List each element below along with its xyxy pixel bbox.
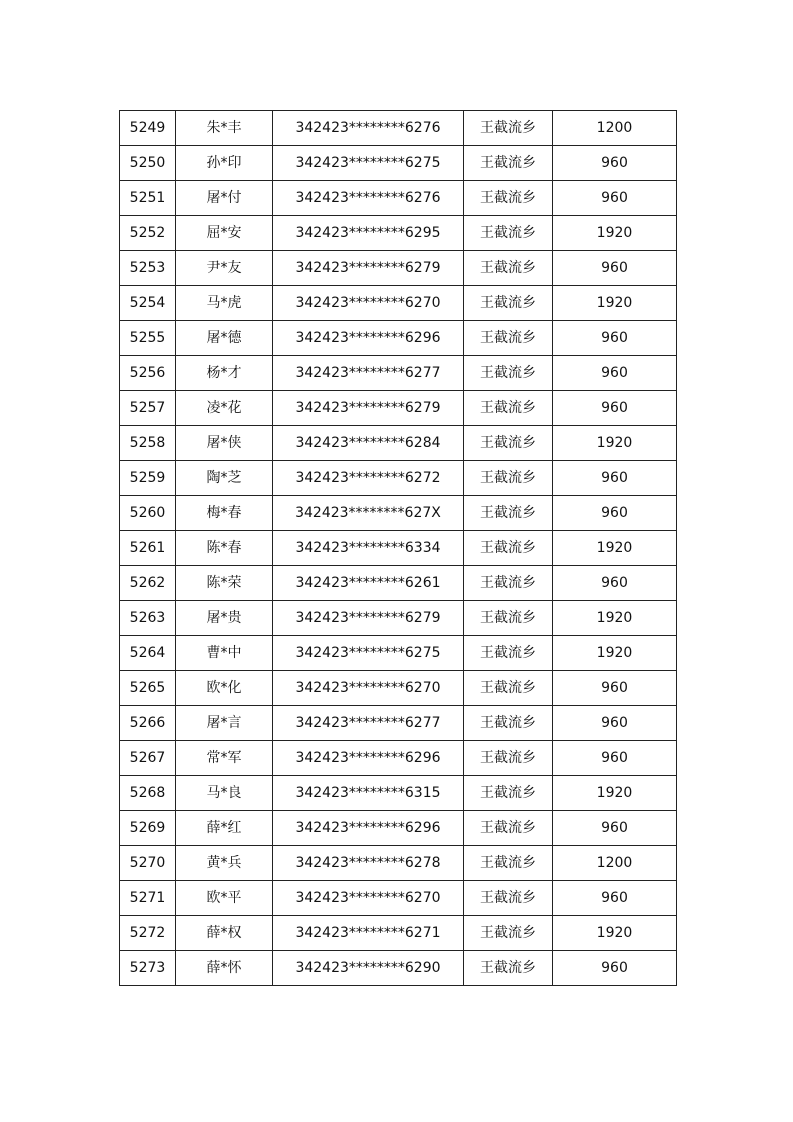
- table-row: [120, 111, 677, 146]
- township-cell: 王截流乡: [464, 566, 553, 601]
- amount-cell: 960: [553, 496, 677, 531]
- id-number-cell: 342423********6276: [273, 111, 464, 146]
- amount-cell: 1920: [553, 426, 677, 461]
- township-cell: 王截流乡: [464, 881, 553, 916]
- id-number-cell: 342423********6275: [273, 146, 464, 181]
- township-cell: 王截流乡: [464, 426, 553, 461]
- id-number-cell: 342423********6277: [273, 356, 464, 391]
- amount-cell: 960: [553, 671, 677, 706]
- table-row: [120, 356, 677, 391]
- table-row: [120, 426, 677, 461]
- amount-cell: 1920: [553, 636, 677, 671]
- township-cell: 王截流乡: [464, 181, 553, 216]
- row-number-cell: 5268: [120, 776, 176, 811]
- row-number-cell: 5260: [120, 496, 176, 531]
- row-number-cell: 5251: [120, 181, 176, 216]
- id-number-cell: 342423********6334: [273, 531, 464, 566]
- township-cell: 王截流乡: [464, 951, 553, 986]
- id-number-cell: 342423********6296: [273, 321, 464, 356]
- row-number-cell: 5267: [120, 741, 176, 776]
- township-cell: 王截流乡: [464, 391, 553, 426]
- amount-cell: 1200: [553, 111, 677, 146]
- township-cell: 王截流乡: [464, 811, 553, 846]
- person-name-cell: 黄*兵: [176, 846, 273, 881]
- amount-cell: 960: [553, 251, 677, 286]
- township-cell: 王截流乡: [464, 496, 553, 531]
- id-number-cell: 342423********6278: [273, 846, 464, 881]
- table-row: [120, 251, 677, 286]
- row-number-cell: 5254: [120, 286, 176, 321]
- township-cell: 王截流乡: [464, 671, 553, 706]
- row-number-cell: 5270: [120, 846, 176, 881]
- person-name-cell: 薛*怀: [176, 951, 273, 986]
- township-cell: 王截流乡: [464, 776, 553, 811]
- amount-cell: 1920: [553, 916, 677, 951]
- township-cell: 王截流乡: [464, 846, 553, 881]
- table-row: [120, 916, 677, 951]
- person-name-cell: 欧*平: [176, 881, 273, 916]
- person-name-cell: 马*虎: [176, 286, 273, 321]
- records-table: [119, 110, 677, 986]
- table-row: [120, 741, 677, 776]
- id-number-cell: 342423********6261: [273, 566, 464, 601]
- table-row: [120, 776, 677, 811]
- amount-cell: 1920: [553, 776, 677, 811]
- amount-cell: 960: [553, 321, 677, 356]
- township-cell: 王截流乡: [464, 216, 553, 251]
- row-number-cell: 5258: [120, 426, 176, 461]
- table-row: [120, 461, 677, 496]
- person-name-cell: 常*军: [176, 741, 273, 776]
- table-row: [120, 566, 677, 601]
- amount-cell: 960: [553, 741, 677, 776]
- row-number-cell: 5257: [120, 391, 176, 426]
- row-number-cell: 5259: [120, 461, 176, 496]
- id-number-cell: 342423********6315: [273, 776, 464, 811]
- id-number-cell: 342423********6272: [273, 461, 464, 496]
- table-row: [120, 146, 677, 181]
- person-name-cell: 凌*花: [176, 391, 273, 426]
- table-row: [120, 951, 677, 986]
- amount-cell: 1920: [553, 216, 677, 251]
- amount-cell: 960: [553, 706, 677, 741]
- id-number-cell: 342423********6296: [273, 741, 464, 776]
- person-name-cell: 陶*芝: [176, 461, 273, 496]
- id-number-cell: 342423********6296: [273, 811, 464, 846]
- township-cell: 王截流乡: [464, 916, 553, 951]
- row-number-cell: 5269: [120, 811, 176, 846]
- row-number-cell: 5272: [120, 916, 176, 951]
- person-name-cell: 陈*荣: [176, 566, 273, 601]
- amount-cell: 960: [553, 391, 677, 426]
- id-number-cell: 342423********6271: [273, 916, 464, 951]
- id-number-cell: 342423********627X: [273, 496, 464, 531]
- person-name-cell: 薛*红: [176, 811, 273, 846]
- table-row: [120, 811, 677, 846]
- person-name-cell: 欧*化: [176, 671, 273, 706]
- township-cell: 王截流乡: [464, 251, 553, 286]
- row-number-cell: 5262: [120, 566, 176, 601]
- id-number-cell: 342423********6279: [273, 601, 464, 636]
- person-name-cell: 屠*侠: [176, 426, 273, 461]
- table-body: [120, 111, 677, 986]
- row-number-cell: 5261: [120, 531, 176, 566]
- amount-cell: 1200: [553, 846, 677, 881]
- township-cell: 王截流乡: [464, 286, 553, 321]
- id-number-cell: 342423********6270: [273, 881, 464, 916]
- row-number-cell: 5249: [120, 111, 176, 146]
- person-name-cell: 屠*德: [176, 321, 273, 356]
- id-number-cell: 342423********6275: [273, 636, 464, 671]
- id-number-cell: 342423********6279: [273, 251, 464, 286]
- person-name-cell: 尹*友: [176, 251, 273, 286]
- township-cell: 王截流乡: [464, 321, 553, 356]
- amount-cell: 960: [553, 881, 677, 916]
- id-number-cell: 342423********6276: [273, 181, 464, 216]
- row-number-cell: 5266: [120, 706, 176, 741]
- table-row: [120, 321, 677, 356]
- id-number-cell: 342423********6279: [273, 391, 464, 426]
- township-cell: 王截流乡: [464, 461, 553, 496]
- person-name-cell: 马*良: [176, 776, 273, 811]
- table-row: [120, 671, 677, 706]
- amount-cell: 1920: [553, 286, 677, 321]
- person-name-cell: 梅*春: [176, 496, 273, 531]
- id-number-cell: 342423********6290: [273, 951, 464, 986]
- row-number-cell: 5271: [120, 881, 176, 916]
- table-row: [120, 286, 677, 321]
- table-row: [120, 181, 677, 216]
- table-row: [120, 391, 677, 426]
- person-name-cell: 杨*才: [176, 356, 273, 391]
- table-row: [120, 706, 677, 741]
- table-row: [120, 216, 677, 251]
- person-name-cell: 屠*贵: [176, 601, 273, 636]
- amount-cell: 960: [553, 356, 677, 391]
- table-row: [120, 636, 677, 671]
- id-number-cell: 342423********6277: [273, 706, 464, 741]
- row-number-cell: 5264: [120, 636, 176, 671]
- person-name-cell: 屠*言: [176, 706, 273, 741]
- row-number-cell: 5255: [120, 321, 176, 356]
- table-row: [120, 846, 677, 881]
- township-cell: 王截流乡: [464, 601, 553, 636]
- amount-cell: 960: [553, 566, 677, 601]
- id-number-cell: 342423********6270: [273, 286, 464, 321]
- table-row: [120, 496, 677, 531]
- table-row: [120, 601, 677, 636]
- person-name-cell: 薛*权: [176, 916, 273, 951]
- row-number-cell: 5256: [120, 356, 176, 391]
- row-number-cell: 5273: [120, 951, 176, 986]
- id-number-cell: 342423********6295: [273, 216, 464, 251]
- id-number-cell: 342423********6284: [273, 426, 464, 461]
- table-row: [120, 531, 677, 566]
- person-name-cell: 屈*安: [176, 216, 273, 251]
- person-name-cell: 屠*付: [176, 181, 273, 216]
- row-number-cell: 5253: [120, 251, 176, 286]
- person-name-cell: 朱*丰: [176, 111, 273, 146]
- row-number-cell: 5263: [120, 601, 176, 636]
- person-name-cell: 孙*印: [176, 146, 273, 181]
- township-cell: 王截流乡: [464, 741, 553, 776]
- amount-cell: 960: [553, 181, 677, 216]
- township-cell: 王截流乡: [464, 636, 553, 671]
- id-number-cell: 342423********6270: [273, 671, 464, 706]
- row-number-cell: 5265: [120, 671, 176, 706]
- township-cell: 王截流乡: [464, 146, 553, 181]
- amount-cell: 960: [553, 951, 677, 986]
- table-row: [120, 881, 677, 916]
- township-cell: 王截流乡: [464, 111, 553, 146]
- amount-cell: 1920: [553, 601, 677, 636]
- amount-cell: 960: [553, 461, 677, 496]
- row-number-cell: 5252: [120, 216, 176, 251]
- township-cell: 王截流乡: [464, 531, 553, 566]
- row-number-cell: 5250: [120, 146, 176, 181]
- township-cell: 王截流乡: [464, 356, 553, 391]
- amount-cell: 960: [553, 146, 677, 181]
- person-name-cell: 曹*中: [176, 636, 273, 671]
- amount-cell: 960: [553, 811, 677, 846]
- township-cell: 王截流乡: [464, 706, 553, 741]
- amount-cell: 1920: [553, 531, 677, 566]
- person-name-cell: 陈*春: [176, 531, 273, 566]
